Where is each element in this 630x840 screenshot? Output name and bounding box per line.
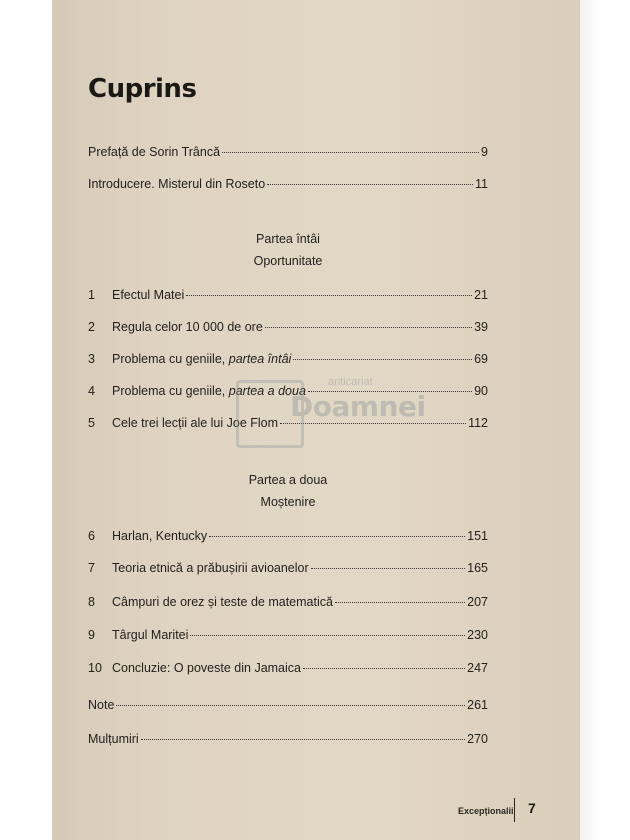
part-one-subtitle: Oportunitate (253, 254, 323, 268)
toc-leader-dots (311, 568, 466, 569)
toc-leader-dots (265, 327, 472, 328)
chapter-number: 5 (88, 416, 95, 430)
toc-entry-page: 165 (467, 561, 488, 575)
toc-entry-page: 230 (467, 628, 488, 642)
chapter-number: 8 (88, 595, 95, 609)
background-edge (580, 0, 630, 840)
toc-entry-introduction (88, 177, 488, 197)
page-title: Cuprins (88, 74, 197, 104)
toc-entry-label: Teoria etnică a prăbușirii avioanelor (112, 561, 309, 575)
toc-entry-notes (88, 698, 488, 718)
toc-entry-label-italic: partea întâi (228, 352, 292, 366)
chapter-number: 6 (88, 529, 95, 543)
toc-entry-page: 151 (467, 529, 488, 543)
watermark-text: Doamnei (290, 390, 426, 423)
watermark-subtext: anticariat (328, 376, 373, 388)
part-one-heading: Partea întâi (256, 232, 320, 246)
toc-entry-chapter-3 (88, 352, 488, 372)
toc-entry-label-main: Problema cu geniile, (112, 352, 226, 366)
toc-entry-label (112, 352, 291, 366)
toc-entry-label: Efectul Matei (112, 288, 185, 302)
toc-entry-chapter-10 (88, 661, 488, 681)
toc-entry-label: Introducere. Misterul din Roseto (88, 177, 266, 191)
toc-entry-label: Concluzie: O poveste din Jamaica (112, 661, 301, 675)
toc-entry-page: 112 (468, 416, 488, 430)
chapter-number: 4 (88, 384, 95, 398)
chapter-number: 9 (88, 628, 95, 642)
toc-entry-chapter-6 (88, 529, 488, 549)
chapter-number: 10 (88, 661, 102, 675)
toc-leader-dots (293, 359, 472, 360)
toc-leader-dots (141, 739, 465, 740)
part-two-subtitle: Moștenire (260, 495, 316, 509)
toc-entry-chapter-1 (88, 288, 488, 308)
toc-entry-label: Regula celor 10 000 de ore (112, 320, 263, 334)
toc-entry-page: 247 (467, 661, 488, 675)
toc-entry-label-italic: partea a doua (228, 384, 306, 398)
toc-entry-label: Harlan, Kentucky (112, 529, 208, 543)
toc-leader-dots (116, 705, 465, 706)
toc-leader-dots (190, 635, 465, 636)
toc-leader-dots (335, 602, 465, 603)
chapter-number: 3 (88, 352, 95, 366)
toc-entry-label-main: Problema cu geniile, (112, 384, 226, 398)
chapter-number: 2 (88, 320, 95, 334)
chapter-number: 1 (88, 288, 95, 302)
toc-entry-page: 90 (474, 384, 488, 398)
toc-leader-dots (186, 295, 472, 296)
toc-entry-label: Târgul Maritei (112, 628, 189, 642)
toc-entry-page: 261 (467, 698, 488, 712)
toc-leader-dots (209, 536, 465, 537)
toc-entry-page: 21 (474, 288, 488, 302)
page-number: 7 (528, 800, 536, 816)
toc-entry-label: Note (88, 698, 115, 712)
toc-entry-label: Cele trei lecții ale lui Joe Flom (112, 416, 279, 430)
toc-entry-page: 270 (467, 732, 488, 746)
toc-leader-dots (222, 152, 479, 153)
toc-entry-chapter-7 (88, 561, 488, 581)
toc-leader-dots (267, 184, 473, 185)
toc-entry-page: 9 (481, 145, 488, 159)
toc-entry-label: Prefață de Sorin Trâncă (88, 145, 221, 159)
toc-entry-page: 11 (475, 177, 488, 191)
toc-entry-chapter-2 (88, 320, 488, 340)
footer-divider (514, 798, 515, 822)
toc-entry-chapter-9 (88, 628, 488, 648)
toc-entry-acknowledgements (88, 732, 488, 752)
toc-entry-page: 207 (467, 595, 488, 609)
running-footer-title: Excepționalii (458, 806, 514, 816)
toc-leader-dots (303, 668, 465, 669)
toc-entry-preface (88, 145, 488, 165)
toc-entry-page: 39 (474, 320, 488, 334)
chapter-number: 7 (88, 561, 95, 575)
part-two-heading: Partea a doua (248, 473, 328, 487)
toc-entry-page: 69 (474, 352, 488, 366)
watermark-logo (236, 370, 426, 454)
toc-entry-chapter-8 (88, 595, 488, 615)
toc-entry-label: Mulțumiri (88, 732, 139, 746)
toc-entry-label: Câmpuri de orez și teste de matematică (112, 595, 333, 609)
